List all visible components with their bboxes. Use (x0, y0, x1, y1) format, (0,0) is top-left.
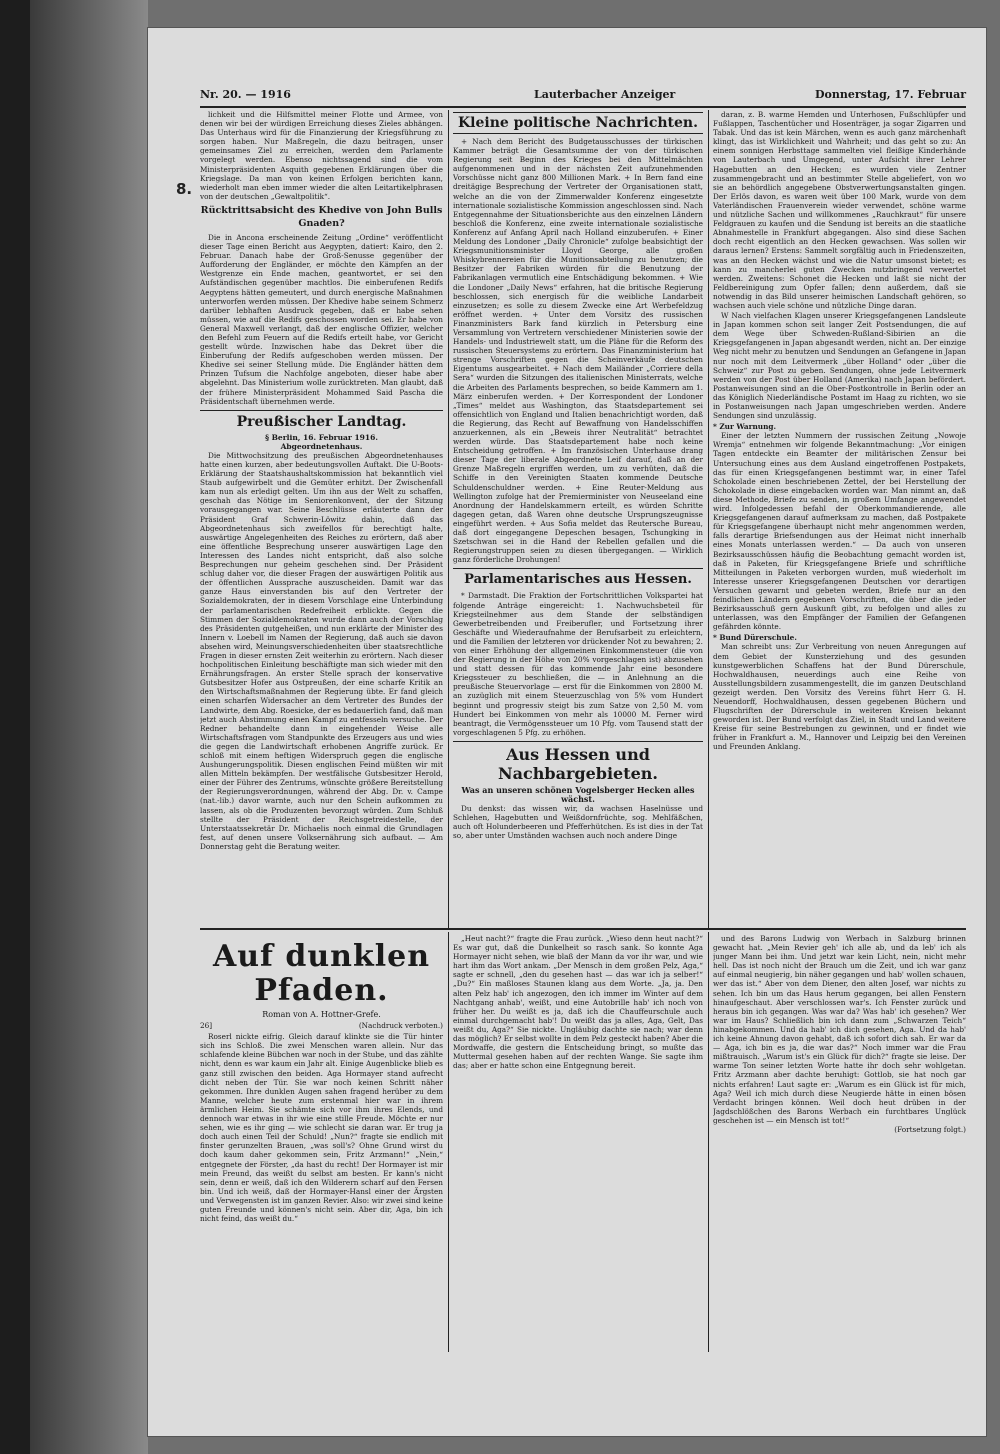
article-text: * Darmstadt. Die Fraktion der Fortschrittlichen Volkspartei hat folgende Anträge eingereicht: 1. Nachwuchsbeteil für Kriegsteilnehmer aus dem Stande der selbständigen Gewerbetreibenden und Freiberufler, und Fortsetzung ihrer Geschäfte und Wiederaufnahme der Berufsarbeit zu erleichtern, und die Familien der letzteren vor drückender Not zu bewahren; 2. von einer Erhöhung der allgemeinen Einkommensteuer (die von der Regierung in der Höhe von 20% vorgeschlagen ist) abzusehen und statt dessen für das kommende Jahr eine besondere Kriegssteuer zu beschließen, die — in Anlehnung an die preußische Steuervorlage — erst für die Einkommen von 2800 M. an zuzüglich mit einem Steuerzuschlag von 5% vom Hundert beginnt und progressiv steigt bis zum Satze von 2,50 M. vom Hundert bei Einkommen von mehr als 10000 M. Ferner wird beantragt, die Vermögenssteuer um 10 Pfg. vom Tausend statt der vorgeschlagenen 5 Pfg. zu erhöhen. (453, 591, 703, 737)
novel-column-1 (200, 934, 443, 1350)
article-text: daran, z. B. warme Hemden und Unterhosen, Fußschlüpfer und Fußlappen, Taschentücher und Hosenträger, ja sogar Zigarren und Tabak. Und das ist kein Märchen, wenn es auch ganz märchenhaft klingt, das ist Wirklichkeit und Wahrheit; und das geht so zu: An einem sonnigen Herbsttage sammelten viel fleißige Kinderhände von Lauterbach und Umgegend, unter Aufsicht ihrer Lehrer Hagebutten an den Hecken; es wurden viele Zentner zusammengebracht und an bestimmter Stelle abgeliefert, von wo sie an behördlich angegebene Obstverwertungsanstalten gingen. Der Erlös davon, es waren weit über 100 Mark, wurde von dem Vaterländischen Frauenverein wieder verwendet, schöne warme und nützliche Sachen und willkommenes „Rauchkraut“ für unsere Feldgrauen zu kaufen und die Sendung ist bereits an die staatliche Abnahmestelle in Frankfurt abgegangen. Also sind diese Sachen doch recht eigentlich an den Hecken gewachsen. Was sollen wir daraus lernen? Erstens: Sammelt sorgfältig auch in Friedenszeiten, was an den Hecken wächst und wie die Natur umsonst bietet; es kann zu mancherlei guten Zwecken nutzbringend verwertet werden. Zweitens: Schonet die Hecken und laßt sie nicht der Feldbereinigung zum Opfer fallen; denn außerdem, daß sie notwendig in das Bild unserer heimischen Landschaft gehören, so wachsen auch viele schöne und nützliche Dinge daran. (713, 110, 966, 310)
subheadline: Abgeordnetenhaus. (280, 441, 363, 451)
dateline: § Berlin, 16. Februar 1916. (265, 432, 378, 442)
novel-text: „Heut nacht?“ fragte die Frau zurück. „Wieso denn heut nacht?“ Es war gut, daß die Dunkelheit so rasch sank. So konnte Aga Hormayer nicht sehen, wie blaß der Mann da vor ihr war, und wie hart ihm das Wort ankam. „Der Mensch in dem großen Pelz, Aga,“ sagte er schnell, „den du gesehen hast — das war ich ja selber!“ „Du?“ Ein maßloses Staunen klang aus dem Worte. „Ja, ja. Den alten Pelz hab' ich angezogen, den ich immer im Winter auf dem Nachtgang anhab', weißt, und eine Autobrille hab' ich noch von früher her. Du weißt es ja, daß ich die Chauffeurschule auch einmal durchgemacht hab'! Du weißt das ja alles, Aga, Gelt, Das weißt du, Aga?“ Sie nickte. Ungläubig dachte sie nach; war denn das möglich? Er selbst wollte in dem Pelz gesteckt haben? Aber die Mordwaffe, die gestern die Entscheidung bringt, so mußte das Muttermal gesehen haben auf der rechten Wange. Sie sagte ihm das; aber er hatte schon eine Entgegnung bereit. (453, 934, 703, 1071)
column-divider (448, 110, 449, 928)
article-text: Man schreibt uns: Zur Verbreitung von neuen Anregungen auf dem Gebiet der Kunsterziehung und des gesunden kunstgewerblichen Schaffens hat der Bund Dürerschule, Hochwaldhausen, neuerdings auch eine Reihe von Ausstellungsbildern zusammengestellt, die im ganzen Deutschland gezeigt werden. Den Vorsitz des Vereins führt Herr G. H. Neuendorff, Hochwaldhausen, dessen gegebenen Büchern und Flugschriften der Dürerschule in weiteren Kreisen bekannt geworden ist. Der Bund verfolgt das Ziel, in Stadt und Land weitere Kreise für seine Bestrebungen zu gewinnen, und er findet wie früher in Frankfurt a. M., Hannover und Leipzig bei den Vereinen und Freunden Anklang. (713, 642, 966, 752)
margin-mark: 8. (176, 180, 193, 198)
reprint-notice: (Nachdruck verboten.) (358, 1021, 443, 1031)
article-text: Die in Ancona erscheinende Zeitung „Ordine“ veröffentlicht dieser Tage einen Bericht aus Aegypten, datiert: Kairo, den 2. Februar. Danach habe der Groß-Senusse gegenüber der Aufforderung der Engländer, er möchte den Kämpfen an der Westgrenze ein Ende machen, geantwortet, er sei den Aufständischen gegenüber machtlos. Die einberufenen Redifs Aegyptens hätten gemeutert, und durch energische Maßnahmen unterworfen werden müssen. Der Khedive habe seinem Schmerz darüber lebhaften Ausdruck gegeben, daß er habe sehen müssen, wie auf die Redifs geschossen worden sei. Er habe von General Maxwell verlangt, daß der englische Offizier, welcher den Befehl zum Feuern auf die Redifs erteilt habe, vor Gericht gestellt würde. Inzwischen habe das Dekret über die Einberufung der Redifs aufgeschoben werden müssen. Der Khedive sei seiner Stellung müde. Die Engländer hätten dem Prinzen Tufsum die Nachfolge angeboten, dieser habe aber abgelehnt. Das Ministerium wolle zurücktreten. Man glaubt, daß der frühere Ministerpräsident Mohammed Said Pascha die Präsidentschaft übernehmen werde. (200, 232, 443, 406)
chapter-number: 26] (200, 1021, 213, 1031)
headline: * Zur Warnung. (713, 422, 777, 432)
scan-edge-shadow (30, 0, 148, 1454)
column-2 (453, 110, 703, 928)
article-text: lichkeit und die Hilfsmittel meiner Flotte und Armee, von denen wir bei der würdigen Erreichung dieses Zieles abhängen. Das Unterhaus wird für die Finanzierung der Kriegsführung zu sorgen haben. Nur Maßregeln, die dazu beitragen, unser gemeinsames Ziel zu erreichen, werden dem Parlamente vorgelegt werden. Ebenso nichtssagend sind die vom Ministerpräsidenten Asquith gegebenen Erklärungen über die Kriegslage. Da man von keinen Erfolgen berichten kann, wiederholt man eben immer wieder die alten Leitartikelphrasen von der deutschen „Gewaltpolitik“. (200, 110, 443, 201)
paper-name: Lauterbacher Anzeiger (534, 88, 676, 101)
article-text: Du denkst: das wissen wir, da wachsen Haselnüsse und Schlehen, Hagebutten und Weißdornfrüchte, sog. Mehlfäßchen, auch oft Holunderbeeren und Pfefferhütchen. Es ist dies in der Tat so, aber unter Umständen wachsen auch noch andere Dinge (453, 804, 703, 841)
novel-column-3 (713, 934, 966, 1350)
article-text: Einer der letzten Nummern der russischen Zeitung „Nowoje Wremja“ entnehmen wir folgende Bekanntmachung: „Vor einigen Tagen entdeckte ein Beamter der militärischen Zensur bei Untersuchung eines aus dem Ausland eingetroffenen Postpakets, das für einen Kriegsgefangenen bestimmt war, in einer Tafel Schokolade einen beschriebenen Zettel, der bei Herstellung der Schokolade in diese eingebacken worden war. Man nimmt an, daß diese Methode, Briefe zu senden, in großem Umfange angewendet wird. Infolgedessen befahl der Oberkommandierende, alle Kriegsgefangenen darauf aufmerksam zu machen, daß Postpakete für Kriegsgefangene überhaupt nicht mehr angenommen werden, falls derartige Briefsendungen aus der Heimat nicht innerhalb eines Monats unterlassen werden.“ — Da auch von unseren Bezirksausschüssen häufig die Beobachtung gemacht worden ist, daß in Paketen, für Kriegsgefangene Briefe und schriftliche Mitteilungen in Paketen verborgen wurden, muß wiederholt im Interesse unserer Kriegsgefangenen Deutschen vor derartigen Versuchen gewarnt und gebeten werden, Briefe nur an den feindlichen Ländern gegebenen Vorschriften, die über die jeder Bezirksausschuß gern Auskunft gibt, zu befolgen und alles zu unterlassen, was den Empfänger der Familien der Gefangenen gefährden könnte. (713, 431, 966, 632)
column-divider (448, 932, 449, 1352)
novel-text: Roserl nickte eifrig. Gleich darauf klinkte sie die Tür hinter sich ins Schloß. Die zwei Menschen waren allein. Nur das schlafende kleine Bübchen war noch in der Stube, und das zählte nicht, denn es war kaum ein Jahr alt. Einige Augenblicke blieb es ganz still zwischen den beiden. Aga Hormayer stand aufrecht dicht neben der Tür. Sie war noch keinen Schritt näher gekommen. Ihre dunklen Augen sahen fragend herüber zu dem Manne, welcher heute zum erstenmal hier war in ihrem ärmlichen Heim. Sie schämte sich vor ihm ihres Elends, und dennoch war etwas in ihr wie eine stille Freude. Möchte er nur sehen, wie es ihr ging — wie schlecht sie daran war. Er trug ja doch auch einen Teil der Schuld! „Nun?“ fragte sie endlich mit finster gerunzelten Brauen, „was soll's? Ohne Grund wirst du doch kaum daher gekommen sein, Fritz Arzmann!“ „Nein,“ entgegnete der Förster, „da hast du recht! Der Hormayer ist mir mein Freund, das weißt du selbst am besten. Er kann's nicht sein, denn er weiß, daß ich den Wilderern scharf auf den Fersen bin. Und ich weiß, daß der Hormayer-Hansl einer der Ärgsten und Verwegensten ist im ganzen Revier. Also: wir zwei sind keine guten Freunde und können's nicht sein. Aber dir, Aga, bin ich nicht feind, das weißt du.“ (200, 1032, 443, 1224)
headline: Rücktrittsabsicht des Khedive von John Bulls Gnaden? (200, 204, 443, 229)
novel-text: und des Barons Ludwig von Werbach in Salzburg brinnen gewacht hat. „Mein Revier geh' ich alle ab, und da leb' ich als junger Mann bei ihm. Und jetzt war kein Licht, nein, nicht mehr hell. Das ist noch nicht der Brauch um die Zeit, und ich war ganz auf einmal neugierig, bin näher gegangen und hab' wollen schauen, wer das ist.“ Aber von dem Diener, den alten Josef, war nichts zu sehen. Ich bin um das Haus herum gegangen, bei allen Fenstern hinaufgeschaut. Aber verschlossen war's. Ich Fenster zurück und heraus bin ich gegangen. Was war da? Was hab' ich gesehen? Wer war im Haus? Schließlich bin ich dann zum „Schwarzen Teich“ hinabgekommen. Und da hab' ich dich gesehen, Aga. Und da hab' ich keine Ahnung davon gehabt, daß ich sofort dich sah. Er war da — Aga, ich bin es ja, die war das?“ Noch immer war die Frau mißtrauisch. „Warum ist's ein Glück für dich?“ fragte sie leise. Der warme Ton seiner letzten Worte hatte ihr doch sehr wohlgetan. Fritz Arzmann aber dachte beruhigt: Gottlob, sie hat noch gar nichts erfahren! Laut sagte er: „Warum es ein Glück ist für mich, Aga? Weil ich mich durch diese Neugierde hätte in einen bösen Verdacht bringen können. Weil doch heut drüben in der Jagdschlößchen des Barons Werbach ein furchtbares Unglück geschehen ist — ein Mensch ist tot!“ (713, 934, 966, 1125)
novel-author: Roman von A. Hottner-Grefe. (262, 1010, 381, 1019)
subheadline: Was an unseren schönen Vogelsberger Hecken alles wächst. (461, 784, 695, 804)
column-divider (708, 932, 709, 1352)
novel-title: Auf dunklen Pfaden. (212, 939, 431, 1008)
divider (200, 410, 443, 411)
column-3 (713, 110, 966, 928)
headline: Aus Hessen und Nachbargebieten. (498, 744, 658, 783)
issue-date: Donnerstag, 17. Februar (815, 88, 966, 101)
scan-edge-dark (0, 0, 30, 1454)
issue-number: Nr. 20. — 1916 (200, 88, 291, 101)
column-1 (200, 110, 443, 928)
divider (453, 568, 703, 569)
headline: Parlamentarisches aus Hessen. (464, 572, 692, 588)
novel-column-2 (453, 934, 703, 1350)
masthead (200, 88, 966, 106)
continuation-note: (Fortsetzung folgt.) (894, 1124, 966, 1134)
divider (453, 741, 703, 742)
article-text: + Nach dem Bericht des Budgetausschusses der türkischen Kammer beträgt die Gesamtsumme der von der türkischen Regierung seit Beginn des Krieges bei den Mittelmächten aufgenommenen und in der nächsten Zeit aufzunehmenden Vorschüsse nicht ganz 800 Millionen Mark. + In Bern fand eine dreitägige Besprechung der Vertreter der Organisationen statt, welche an die von der Zimmerwalder Konferenz eingesetzte internationale sozialistische Kommission angeschlossen sind. Nach Entgegennahme der Situationsberichte aus den einzelnen Ländern beschloß die Konferenz, eine zweite internationale sozialistische Konferenz auf Anfang April nach Holland einzuberufen. + Einer Meldung des Londoner „Daily Chronicle“ zufolge beabsichtigt der Kriegsmunitionsminister Lloyd George, alle großen Whiskybrennereien für die Munitionsabteilung zu benutzen; die Besitzer der Fabriken würden für die Benutzung der Fabrikanlagen vermutlich eine Entschädigung bekommen. + Wie die Londoner „Daily News“ erfahren, hat die britische Regierung beschlossen, sich energisch für die weibliche Landarbeit einzusetzen; es solle zu diesem Zwecke eine Art Werbefeldzug eröffnet werden. + Unter dem Vorsitz des russischen Finanzministers Bark fand kürzlich in Petersburg eine Versammlung von Vertretern verschiedener Ministerien sowie der Handels- und Industriewelt statt, um die Pläne für die Reform des russischen Steuersystems zu erörtern. Das Finanzministerium hat strenge Vorschriften gegen die Scheinverkäufe deutschen Eigentums ausgearbeitet. + Nach dem Mailänder „Corriere della Sera“ wurden die Sitzungen des italienischen Ministerrats, welche die Arbeiten des Parlaments besprechen, so beide Kammern am 1. März einberufen werden. + Der Korrespondent der Londoner „Times“ meldet aus Washington, das Staatsdepartement sei offensichtlich von England und Italien benachrichtigt worden, daß die Regierung, das Recht auf Bewaffnung von Handelsschiffen anzuerkennen, als ein „Beweis ihrer Neutralität“ betrachtet werden würde. Das Staatsdepartement habe noch keine Entscheidung getroffen. + Im französischen Unterhause drang dieser Tage der liberale Abgeordnete Leif darauf, daß an der Grenze Maßregeln ergriffen werden, um zu verhüten, daß die Schiffe in den Vereinigten Staaten kommende Deutsche Schuldenschuldner werden. + Eine Reuter-Meldung aus Wellington zufolge hat der Premierminister von Neuseeland eine Anordnung der Handelskammern erteilt, es würden Schritte dagegen getan, daß Waren ohne deutsche Ursprungszeugnisse eingeführt werden. + Aus Sofia meldet das Reutersche Bureau, daß dort eingegangene Depeschen besagen, Tschungking in Szetschwan sei in die Hand der Rebellen gefallen und die Regierungstruppen seien zu diesen übergegangen. — Wirklich ganz förderliche Drohungen! (453, 137, 703, 565)
masthead-rule (200, 106, 966, 108)
headline: * Bund Dürerschule. (713, 633, 797, 643)
article-text: Die Mittwochsitzung des preußischen Abgeordnetenhauses hatte einen kurzen, aber bedeutungsvollen Auftakt. Die U-Boots-Erklärung der Staatshaushaltskommission hat bekanntlich viel Staub aufgewirbelt und die Gemüter erhitzt. Der Zwischenfall kam nun als erledigt gelten. Um ihn aus der Welt zu schaffen, geschah das Nötige im Seniorenkonvent, der der Sitzung vorausgegangen war. Seine Beschlüsse erläuterte dann der Präsident Graf Schwerin-Löwitz dahin, daß das Abgeordnetenhaus sich zweifellos für berechtigt halte, auswärtige Angelegenheiten des Reiches zu erörtern, daß aber eine öffentliche Besprechung unserer auswärtigen Lage den Interessen des Landes nicht entspricht, daß also solche Besprechungen nur geheim geschehen sind. Der Präsident schlug daher vor, die dieser Fragen der auswärtigen Politik aus der öffentlichen Aussprache auszuscheiden. Damit war das ganze Haus einverstanden bis auf den Vertreter der Sozialdemokraten, der in diesem Vorschlage eine Unterbindung der parlamentarischen Redefreiheit erblickte. Gegen die Stimmen der Sozialdemokraten wurde dann auch der Vorschlag des Präsidenten gutgeheißen, und nun erklärte der Minister des Innern v. Loebell im Namen der Regierung, daß auch sie davon absehen wird, Meinungsverschiedenheiten über staatsrechtliche Fragen in dieser ernsten Zeit weiterhin zu erörtern. Nach dieser hochpolitischen Einleitung beschäftigte man sich wieder mit den Ernährungsfragen. An erster Stelle sprach der konservative Gutsbesitzer Hofer aus Ostpreußen, der eine scharfe Kritik an den Wirtschaftsmaßnahmen der Regierung übte. Er fand gleich einen scharfen Widersacher an dem Vertreter des Bundes der Landwirte, dem Abg. Roesicke, der es bedauerlich fand, daß man jetzt auch Abstimmung einen Kampf zu entfesseln versuche. Der Redner behandelte dann in eingehender Weise alle Wirtschaftsfragen vom Standpunkte des Erzeugers aus und wies die gegen die Landwirtschaft erhobenen Angriffe zurück. Er schloß mit einem heftigen Widerspruch gegen die englische Aushungerungspolitik. Diesen englischen Feind müßten wir mit allen Mitteln bekämpfen. Der westfälische Gutsbesitzer Herold, einer der Führer des Zentrums, wünschte größere Bereitstellung der Regierungsverordnungen, während der Abg. Dr. v. Campe (nat.-lib.) davor warnte, auch nur den Schein aufkommen zu lassen, als ob die Produzenten bevorzugt würden. Zum Schluß stellte der Präsident der Reichsgetreidestelle, der Unterstaatssekretär Dr. Michaelis noch einmal die Grundlagen fest, auf denen unsere Volksernährung sich aufbaut. — Am Donnerstag geht die Beratung weiter. (200, 450, 443, 851)
column-divider (708, 110, 709, 928)
headline: Kleine politische Nachrichten. (458, 115, 698, 131)
headline: Preußischer Landtag. (236, 413, 407, 430)
headline-box (453, 112, 703, 134)
article-text: W Nach vielfachen Klagen unserer Kriegsgefangenen Landsleute in Japan kommen schon seit langer Zeit Postsendungen, die auf dem Wege über Schweden-Rußland-Sibirien an die Kriegsgefangenen in Japan abgesandt werden, nicht an. Der einzige Weg nicht mehr zu benutzen und Sendungen an Gefangene in Japan nur noch mit dem Leitvermerk „über Holland“ oder „über die Schweiz“ zur Post zu geben. Sendungen, ohne jede Leitvermerk werden von der Post über Holland (Amerika) nach Japan befördert. Postanweisungen sind an die Ober-Postkontrolle in Berlin oder an das Königlich Niederländische Postamt im Haag zu richten, wo sie in Postanweisungen nach Japan umgeschrieben werden. Andere Sendungen sind unzulässig. (713, 311, 966, 421)
feuilleton-rule (200, 928, 966, 930)
